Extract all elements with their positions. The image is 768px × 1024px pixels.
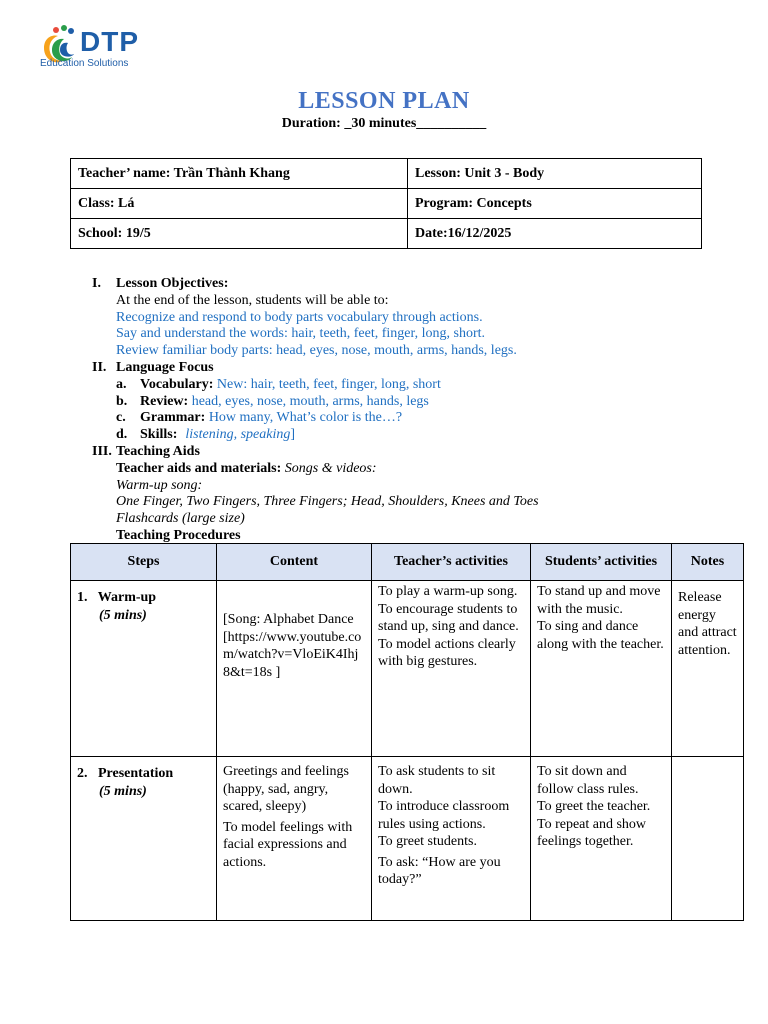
activity-line: To play a warm-up song. [378, 584, 518, 599]
duration: Duration: _30 minutes__________ [281, 116, 487, 131]
aids-line: One Finger, Two Fingers, Three Fingers; Head, Shoulders, Knees and Toes [116, 494, 539, 510]
content-cell [217, 757, 372, 921]
program-name: Program: Concepts [408, 189, 702, 219]
teacher-name: Teacher’ name: Trần Thành Khang [71, 159, 408, 189]
step-duration: (5 mins) [99, 607, 147, 623]
class-name: Class: Lá [71, 189, 408, 219]
item-suffix: ] [290, 427, 296, 443]
info-row [71, 189, 702, 219]
activity-line: To introduce classroom rules using actions. [378, 799, 510, 832]
notes-cell [672, 757, 744, 921]
section-heading: Lesson Objectives: [116, 276, 229, 291]
item-label: Grammar: [140, 410, 206, 426]
step-title: 1. Warm-up [77, 590, 157, 605]
header-students: Students’ activities [531, 544, 672, 581]
header-steps: Steps [71, 544, 217, 581]
section-language-heading [92, 360, 732, 377]
activity-line: To sing and dance along with the teacher. [537, 619, 664, 652]
materials-value: Songs & videos: [281, 460, 377, 476]
info-row [71, 219, 702, 249]
activity-line: To ask: “How are you today?” [378, 854, 501, 887]
lesson-date: Date:16/12/2025 [408, 219, 702, 249]
lesson-name: Lesson: Unit 3 - Body [408, 159, 702, 189]
item-value: listening, speaking [185, 427, 291, 443]
content-cell [217, 581, 372, 757]
item-label: Vocabulary: [140, 376, 214, 392]
objective-item: Recognize and respond to body parts vocabulary through actions. [116, 309, 483, 325]
language-item [92, 377, 732, 394]
header-teacher: Teacher’s activities [372, 544, 531, 581]
item-label: Review: [140, 393, 189, 409]
aids-line: Warm-up song: [116, 477, 203, 493]
page-title: LESSON PLAN [298, 88, 470, 114]
students-cell [531, 581, 672, 757]
school-name: School: 19/5 [71, 219, 408, 249]
content-text: [Song: Alphabet Dance [https://www.youtube.com/watch?v=VloEiK4Ihj8&t=18s ] [223, 612, 362, 680]
content-text: Greetings and feelings (happy, sad, angry, scared, sleepy) [223, 764, 349, 814]
objective-item: Say and understand the words: hair, teeth, feet, finger, long, short. [116, 326, 486, 342]
item-letter: a. [116, 376, 127, 392]
item-value: How many, What’s color is the…? [205, 410, 403, 426]
section-objectives [92, 276, 732, 545]
item-letter: d. [116, 427, 128, 443]
item-letter: c. [116, 410, 126, 426]
activity-line: To greet students. [378, 834, 477, 849]
item-value: head, eyes, nose, mouth, arms, hands, legs [188, 393, 429, 409]
language-item [92, 394, 732, 411]
procedures-heading: Teaching Procedures [116, 527, 241, 543]
objective-item: Review familiar body parts: head, eyes, nose, mouth, arms, hands, legs. [116, 343, 517, 359]
procedure-table [70, 543, 744, 921]
section-aids-heading [92, 444, 732, 461]
header-notes: Notes [672, 544, 744, 581]
notes-cell: Release energy and attract attention. [672, 581, 744, 757]
teacher-cell [372, 581, 531, 757]
info-table [70, 158, 702, 249]
step-title: 2. Presentation [77, 766, 174, 781]
aids-line: Flashcards (large size) [116, 511, 245, 527]
info-row [71, 159, 702, 189]
section-heading: Language Focus [116, 359, 214, 375]
activity-line: To repeat and show feelings together. [537, 816, 647, 849]
activity-line: To stand up and move with the music. [537, 584, 661, 617]
table-row [71, 757, 744, 921]
section-number: I. [92, 276, 101, 291]
aids-materials [92, 461, 732, 478]
students-cell [531, 757, 672, 921]
section-heading: Teaching Aids [116, 443, 200, 459]
logo-name: DTP [80, 26, 139, 57]
activity-line: To sit down and follow class rules. [537, 764, 639, 797]
content-text: To model feelings with facial expressions and actions. [223, 819, 353, 870]
teacher-cell [372, 757, 531, 921]
item-value: New: hair, teeth, feet, finger, long, short [213, 376, 441, 392]
activity-line: To greet the teacher. [537, 799, 651, 814]
language-item [92, 410, 732, 427]
materials-label: Teacher aids and materials: [116, 460, 282, 476]
step-duration: (5 mins) [99, 783, 147, 799]
section-number: II. [92, 359, 107, 375]
table-header-row [71, 544, 744, 581]
step-cell [71, 757, 217, 921]
activity-line: To model actions clearly with big gestures. [378, 636, 516, 669]
item-letter: b. [116, 393, 128, 409]
header-content: Content [217, 544, 372, 581]
section-number: III. [92, 443, 112, 459]
activity-line: To ask students to sit down. [378, 764, 496, 797]
table-row [71, 581, 744, 757]
step-cell [71, 581, 217, 757]
activity-line: To encourage students to stand up, sing and dance. [378, 601, 519, 634]
logo-subtitle: Education Solutions [40, 58, 129, 69]
language-item [92, 427, 732, 444]
item-label: Skills: [140, 427, 178, 443]
objectives-intro: At the end of the lesson, students will be able to: [116, 292, 389, 308]
